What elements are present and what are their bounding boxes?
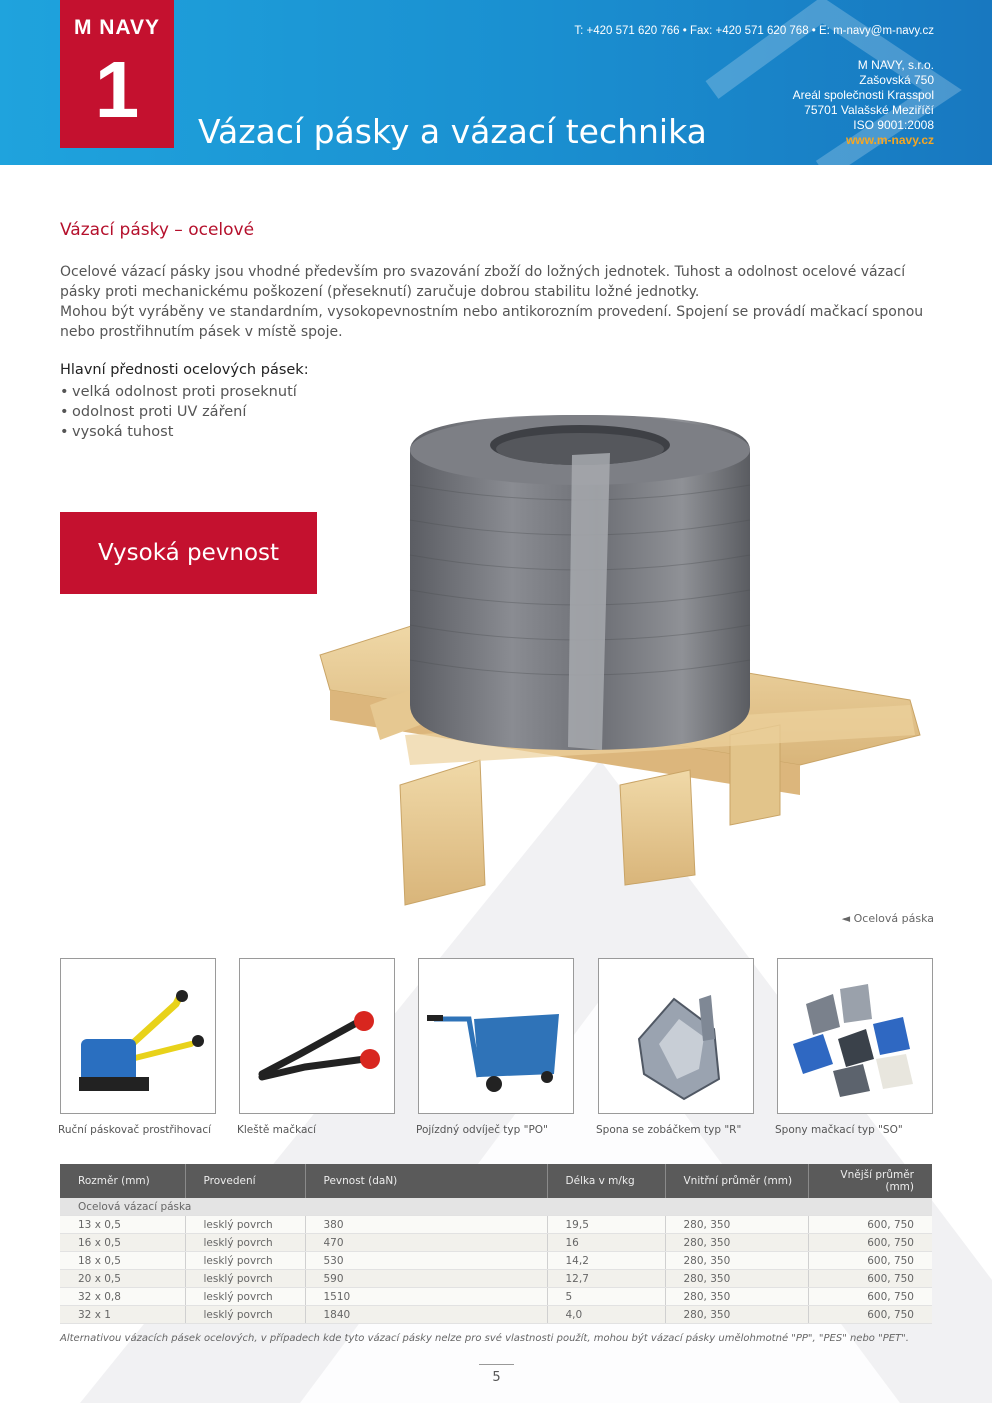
table-row — [60, 1288, 932, 1306]
product-thumbnail — [777, 958, 933, 1114]
chapter-number: 1 — [94, 45, 140, 134]
table-cell: 14,2 — [547, 1252, 665, 1270]
table-cell: 1840 — [305, 1306, 547, 1324]
column-header: Vnitřní průměr (mm) — [665, 1164, 808, 1198]
address-line: Areál společnosti Krasspol — [792, 88, 934, 102]
contact-info: T: +420 571 620 766 • Fax: +420 571 620 768 • E: m-navy@m-navy.cz — [574, 25, 934, 37]
table-cell: lesklý povrch — [185, 1306, 305, 1324]
product-thumbnail — [598, 958, 754, 1114]
table-cell: 600, 750 — [808, 1288, 932, 1306]
table-cell: 280, 350 — [665, 1288, 808, 1306]
table-cell: 16 x 0,5 — [60, 1234, 185, 1252]
crimp-seals-icon — [778, 959, 932, 1113]
table-cell: 18 x 0,5 — [60, 1252, 185, 1270]
manual-strapping-tool-icon — [61, 959, 215, 1113]
crimping-pliers-icon — [240, 959, 394, 1113]
table-cell: 1510 — [305, 1288, 547, 1306]
table-cell: 20 x 0,5 — [60, 1270, 185, 1288]
table-cell: 280, 350 — [665, 1270, 808, 1288]
intro-text — [60, 262, 940, 342]
table-cell: 4,0 — [547, 1306, 665, 1324]
company-address — [793, 58, 934, 148]
page-number: 5 — [492, 1370, 501, 1385]
page-title: Vázací pásky a vázací technika — [198, 112, 707, 151]
advantages-list — [60, 382, 297, 442]
product-card[interactable] — [239, 958, 395, 1136]
table-cell: 600, 750 — [808, 1252, 932, 1270]
table-row — [60, 1270, 932, 1288]
product-caption: Pojízdný odvíječ typ "PO" — [416, 1124, 548, 1136]
address-line: 75701 Valašské Meziříčí — [804, 103, 934, 117]
brand-box — [60, 0, 174, 148]
table-cell: 600, 750 — [808, 1270, 932, 1288]
column-header: Délka v m/kg — [547, 1164, 665, 1198]
mobile-dispenser-icon — [419, 959, 573, 1113]
advantages-title: Hlavní přednosti ocelových pásek: — [60, 362, 309, 378]
seal-clip-icon — [599, 959, 753, 1113]
column-header: Rozměr (mm) — [60, 1164, 185, 1198]
table-cell: 32 x 0,8 — [60, 1288, 185, 1306]
table-row — [60, 1234, 932, 1252]
product-card[interactable] — [777, 958, 933, 1136]
page-header — [0, 0, 992, 165]
list-item: • vysoká tuhost — [60, 422, 297, 442]
table-cell: lesklý povrch — [185, 1288, 305, 1306]
table-cell: 280, 350 — [665, 1306, 808, 1324]
address-line: ISO 9001:2008 — [853, 118, 934, 132]
table-cell: 600, 750 — [808, 1216, 932, 1234]
table-cell: 280, 350 — [665, 1216, 808, 1234]
intro-paragraph: Mohou být vyráběny ve standardním, vysokopevnostním nebo antikorozním provedení. Spojení se provádí mačkací sponou nebo prostřihnutím pásek v místě spoje. — [60, 304, 924, 340]
page-divider — [479, 1364, 514, 1365]
table-cell: lesklý povrch — [185, 1252, 305, 1270]
table-cell: 13 x 0,5 — [60, 1216, 185, 1234]
table-cell: 5 — [547, 1288, 665, 1306]
product-gallery — [60, 958, 934, 1142]
table-cell: 19,5 — [547, 1216, 665, 1234]
table-group-row — [60, 1198, 932, 1216]
product-caption: Ruční páskovač prostřihovací — [58, 1124, 212, 1136]
table-row — [60, 1252, 932, 1270]
table-header-row — [60, 1164, 932, 1198]
product-caption: Spony mačkací typ "SO" — [775, 1124, 903, 1136]
group-label: Ocelová vázací páska — [60, 1198, 932, 1216]
address-line: Zašovská 750 — [859, 73, 934, 87]
table-cell: 380 — [305, 1216, 547, 1234]
table-row — [60, 1306, 932, 1324]
list-item: • odolnost proti UV záření — [60, 402, 297, 422]
table-cell: 280, 350 — [665, 1234, 808, 1252]
column-header: Provedení — [185, 1164, 305, 1198]
table-cell: 32 x 1 — [60, 1306, 185, 1324]
table-cell: 470 — [305, 1234, 547, 1252]
product-card[interactable] — [60, 958, 216, 1136]
spec-table — [60, 1164, 932, 1324]
spec-table-container — [60, 1164, 932, 1324]
table-cell: 600, 750 — [808, 1306, 932, 1324]
table-footnote: Alternativou vázacích pásek ocelových, v případech kde tyto vázací pásky nelze pro své vlastnosti použít, mohou být vázací pásky umělohmotné "PP", "PES" nebo "PET". — [60, 1333, 909, 1344]
product-card[interactable] — [598, 958, 754, 1136]
table-cell: 530 — [305, 1252, 547, 1270]
product-card[interactable] — [418, 958, 574, 1136]
table-row — [60, 1216, 932, 1234]
table-cell: 590 — [305, 1270, 547, 1288]
photo-caption: ◄ Ocelová páska — [841, 912, 934, 925]
table-cell: lesklý povrch — [185, 1234, 305, 1252]
website-link[interactable]: www.m-navy.cz — [845, 133, 934, 147]
feature-badge: Vysoká pevnost — [60, 512, 317, 594]
steel-coil-photo — [310, 405, 930, 910]
column-header: Vnější průměr (mm) — [808, 1164, 932, 1198]
column-header: Pevnost (daN) — [305, 1164, 547, 1198]
table-cell: 12,7 — [547, 1270, 665, 1288]
product-thumbnail — [239, 958, 395, 1114]
list-item: • velká odolnost proti proseknutí — [60, 382, 297, 402]
table-cell: 16 — [547, 1234, 665, 1252]
table-cell: 280, 350 — [665, 1252, 808, 1270]
table-cell: lesklý povrch — [185, 1216, 305, 1234]
intro-paragraph: Ocelové vázací pásky jsou vhodné především pro svazování zboží do ložných jednotek. Tuhost a odolnost ocelové vázací pásky proti mechanickému poškození (přeseknutí) zaručuje dobrou stabilitu ložné jednotky. — [60, 264, 906, 300]
section-title: Vázací pásky – ocelové — [60, 220, 255, 240]
address-line: M NAVY, s.r.o. — [857, 58, 934, 72]
product-caption: Spona se zobáčkem typ "R" — [596, 1124, 742, 1136]
table-cell: 600, 750 — [808, 1234, 932, 1252]
product-thumbnail — [418, 958, 574, 1114]
product-caption: Kleště mačkací — [237, 1124, 317, 1136]
product-thumbnail — [60, 958, 216, 1114]
table-cell: lesklý povrch — [185, 1270, 305, 1288]
company-logo: M NAVY — [73, 16, 161, 39]
